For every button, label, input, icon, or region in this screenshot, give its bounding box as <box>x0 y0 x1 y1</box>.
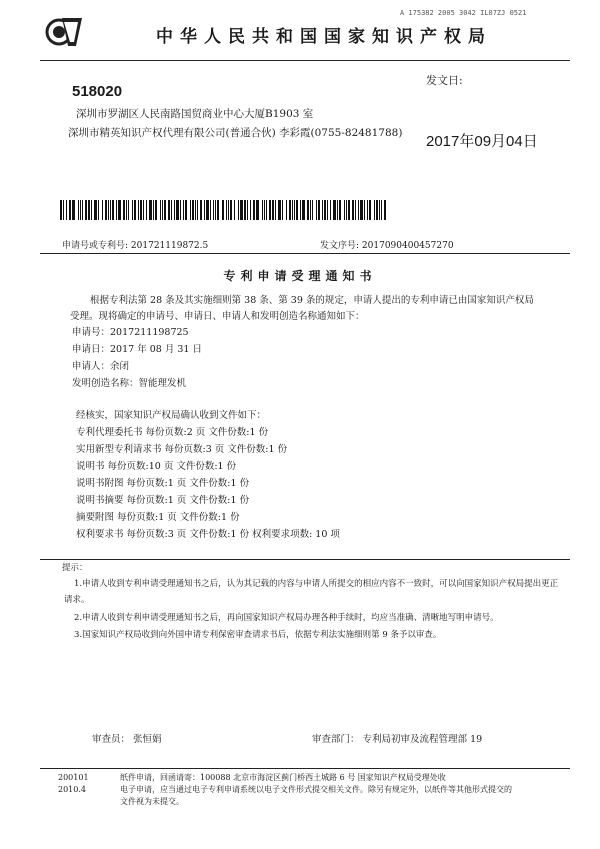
barcode-bar <box>80 200 81 220</box>
barcode-bar <box>289 200 291 220</box>
barcode-bar <box>266 200 267 220</box>
barcode-bar <box>164 200 166 220</box>
barcode-bar <box>337 200 338 220</box>
barcode-bar <box>228 200 229 220</box>
recipient-postcode: 518020 <box>72 83 123 100</box>
barcode-bar <box>300 200 301 220</box>
barcode-bar <box>149 200 152 220</box>
application-number: 201721119872.5 <box>130 241 209 251</box>
barcode-bar <box>217 200 219 220</box>
barcode-bar <box>324 200 326 220</box>
intro-paragraph <box>70 293 570 325</box>
barcode-bar <box>213 200 214 220</box>
barcode-bar <box>286 200 287 220</box>
barcode-bar <box>262 200 263 220</box>
barcode-bar <box>292 200 293 220</box>
barcode-bar <box>282 200 283 220</box>
barcode-bar <box>358 200 359 220</box>
barcode-bar <box>180 200 181 220</box>
barcode-bar <box>78 200 79 220</box>
barcode-bar <box>333 200 336 220</box>
barcode-bar <box>346 200 347 220</box>
barcode-bar <box>360 200 363 220</box>
examiner-name: 张恒娟 <box>133 734 162 745</box>
department-label: 审查部门： <box>312 734 360 745</box>
barcode-bar <box>244 200 246 220</box>
form-code-2: 2010.4 <box>58 785 86 794</box>
barcode-bar <box>171 200 172 220</box>
barcode-bar <box>143 200 144 220</box>
barcode-bar <box>294 200 295 220</box>
barcode-bar <box>230 200 232 220</box>
barcode-bar <box>364 200 365 220</box>
barcode-bar <box>327 200 328 220</box>
document-code: A 175382 2005 3042 IL07ZJ 0521 <box>400 9 527 17</box>
barcode-bar <box>269 200 271 220</box>
barcode-bar <box>134 200 136 220</box>
barcode-bar <box>206 200 209 220</box>
barcode-bar <box>98 200 99 220</box>
field-value: 2017211198725 <box>110 327 189 338</box>
barcode-bar <box>185 200 187 220</box>
footer-line-2: 电子申请，应当通过电子专利申请系统以电子文件形式提交相关文件。除另有规定外，以纸件等其他形式提交的 <box>120 785 512 794</box>
barcode-bar <box>72 200 75 220</box>
note-item: 1.申请人收到专利申请受理通知书之后，认为其记载的内容与申请人所提交的相应内容不一致时，可以向国家知识产权局提出更正 <box>74 579 559 589</box>
field-applicant <box>72 358 129 372</box>
barcode-bar <box>310 200 311 220</box>
barcode-bar <box>234 200 235 220</box>
barcode-bar <box>379 200 380 220</box>
barcode-bar <box>384 200 386 220</box>
footer-line-1: 纸件申请，回函请寄：100088 北京市海淀区蓟门桥西土城路 6 号 国家知识产权局受理处收 <box>120 773 446 782</box>
barcode-bar <box>355 200 356 220</box>
department-row <box>312 731 482 745</box>
barcode-bar <box>82 200 83 220</box>
barcode-bar <box>226 200 227 220</box>
barcode-bar <box>174 200 175 220</box>
documents-intro: 经核实，国家知识产权局确认收到文件如下： <box>76 410 267 421</box>
document-item: 摘要附图 每份页数:1 页 文件份数:1 份 <box>76 512 240 523</box>
barcode-bar <box>197 200 198 220</box>
issue-date: 2017年09月04日 <box>426 133 538 150</box>
barcode-bar <box>85 200 87 220</box>
field-label: 申请人： <box>72 361 111 372</box>
barcode-bar <box>69 200 71 220</box>
notice-title: 专利申请受理通知书 <box>223 269 377 283</box>
barcode-bar <box>168 200 170 220</box>
barcode-bar <box>200 200 202 220</box>
examiner-row <box>92 731 162 745</box>
barcode-bar <box>63 200 64 220</box>
field-value: 2017 年 08 月 31 日 <box>110 344 202 355</box>
footer-text <box>120 772 570 808</box>
barcode-bar <box>138 200 139 220</box>
field-value: 余闭 <box>110 361 130 372</box>
footer-rule <box>40 768 570 769</box>
barcode-bar <box>66 200 67 220</box>
barcode-bar <box>94 200 97 220</box>
serial-number: 2017090400457270 <box>361 241 454 251</box>
document-item: 说明书附图 每份页数:1 页 文件份数:1 份 <box>76 478 250 489</box>
document-item: 权利要求书 每份页数:3 页 文件份数:1 份 权利要求项数: 10 项 <box>76 529 340 540</box>
form-code-1: 200101 <box>58 773 89 782</box>
barcode-bar <box>250 200 251 220</box>
barcode-bar <box>369 200 371 220</box>
barcode-bar <box>240 200 243 220</box>
barcode-bar <box>210 200 211 220</box>
recipient-address: 深圳市罗湖区人民南路国贸商业中心大厦B1903 室 <box>76 108 314 120</box>
footer-line-3: 文件视为未提交。 <box>120 797 184 806</box>
form-code <box>58 772 89 796</box>
barcode-bar <box>330 200 331 220</box>
barcode-bar <box>374 200 375 220</box>
barcode-bar <box>195 200 196 220</box>
barcode-bar <box>302 200 305 220</box>
barcode-bar <box>60 200 62 220</box>
barcode-bar <box>190 200 191 220</box>
barcode-bar <box>256 200 259 220</box>
serial-number-label: 发文序号: <box>320 241 360 251</box>
barcode-bar <box>348 200 350 220</box>
header-rule <box>40 60 570 61</box>
barcode-bar <box>278 200 281 220</box>
notes-rule <box>40 559 570 560</box>
barcode-bar <box>140 200 142 220</box>
barcode-bar <box>118 200 121 220</box>
note-item: 请求。 <box>64 595 90 605</box>
barcode-bar <box>296 200 298 220</box>
barcode-bar <box>132 200 133 220</box>
field-filing-date <box>72 341 202 355</box>
barcode-bar <box>112 200 114 220</box>
barcode-bar <box>322 200 323 220</box>
field-value: 智能理发机 <box>138 378 187 389</box>
document-item: 专利代理委托书 每份页数:2 页 文件份数:1 份 <box>76 427 269 438</box>
barcode-bar <box>318 200 320 220</box>
barcode-bar <box>215 200 216 220</box>
field-label: 申请号： <box>72 327 111 338</box>
barcode-bar <box>316 200 317 220</box>
barcode-bar <box>126 200 127 220</box>
barcode-bar <box>123 200 125 220</box>
barcode-bar <box>367 200 368 220</box>
barcode-bar <box>204 200 205 220</box>
document-item: 说明书摘要 每份页数:1 页 文件份数:1 份 <box>76 495 250 506</box>
barcode-bar <box>146 200 147 220</box>
barcode-bar <box>264 200 265 220</box>
barcode-bar <box>110 200 111 220</box>
barcode-bar <box>162 200 163 220</box>
barcode-bar <box>238 200 239 220</box>
meta-rule <box>40 253 570 254</box>
barcode-bar <box>102 200 103 220</box>
field-invention-name <box>72 375 186 389</box>
barcode-bar <box>222 200 224 220</box>
barcode-bar <box>307 200 309 220</box>
barcode-bar <box>105 200 107 220</box>
intro-line-1: 根据专利法第 28 条及其实施细则第 38 条、第 39 条的规定，申请人提出的专利申请已由国家知识产权局 <box>90 295 534 306</box>
barcode-bar <box>91 200 92 220</box>
application-number-row <box>62 238 208 251</box>
cnipa-logo-icon <box>44 14 84 50</box>
barcode-bar <box>247 200 248 220</box>
barcode-bar <box>272 200 274 220</box>
note-item: 2.申请人收到专利申请受理通知书之后，再向国家知识产权局办理各种手续时，均应当准确、清晰地写明申请号。 <box>74 613 499 623</box>
barcode-bar <box>183 200 184 220</box>
serial-number-row <box>320 238 454 251</box>
issue-date-label: 发文日: <box>426 74 463 87</box>
barcode-bar <box>312 200 313 220</box>
barcode-bar <box>128 200 129 220</box>
barcode-bar <box>253 200 255 220</box>
barcode-bar <box>153 200 154 220</box>
barcode-bar <box>160 200 161 220</box>
intro-line-2: 受理。现将确定的申请号、申请日、申请人和发明创造名称通知如下： <box>70 311 365 322</box>
barcode-bar <box>192 200 194 220</box>
field-application-number <box>72 324 189 338</box>
barcode-bar <box>376 200 378 220</box>
barcode-bar <box>88 200 90 220</box>
recipient-agency: 深圳市精英知识产权代理有限公司(普通合伙) 李彩霞(0755-82481788) <box>68 127 403 139</box>
barcode-bar <box>381 200 382 220</box>
barcode-bar <box>116 200 117 220</box>
application-number-label: 申请号或专利号: <box>62 241 129 251</box>
field-label: 发明创造名称： <box>72 378 139 389</box>
barcode-bar <box>352 200 354 220</box>
document-item: 说明书 每份页数:10 页 文件份数:1 份 <box>76 461 237 472</box>
notes-heading: 提示： <box>62 563 88 573</box>
barcode-bar <box>344 200 345 220</box>
barcode-bar <box>176 200 179 220</box>
org-title: 中华人民共和国国家知识产权局 <box>156 27 492 47</box>
field-label: 申请日： <box>72 344 111 355</box>
barcode-bar <box>275 200 276 220</box>
examiner-label: 审查员： <box>92 734 131 745</box>
barcode-bar <box>155 200 157 220</box>
barcode <box>60 200 390 220</box>
document-item: 实用新型专利请求书 每份页数:3 页 文件份数:1 份 <box>76 444 288 455</box>
barcode-bar <box>339 200 341 220</box>
barcode-bar <box>108 200 109 220</box>
note-item: 3.国家知识产权局收到向外国申请专利保密审查请求书后，依据专利法实施细则第 9 条予以审查。 <box>74 630 442 640</box>
department-name: 专利局初审及流程管理部 19 <box>362 734 483 745</box>
